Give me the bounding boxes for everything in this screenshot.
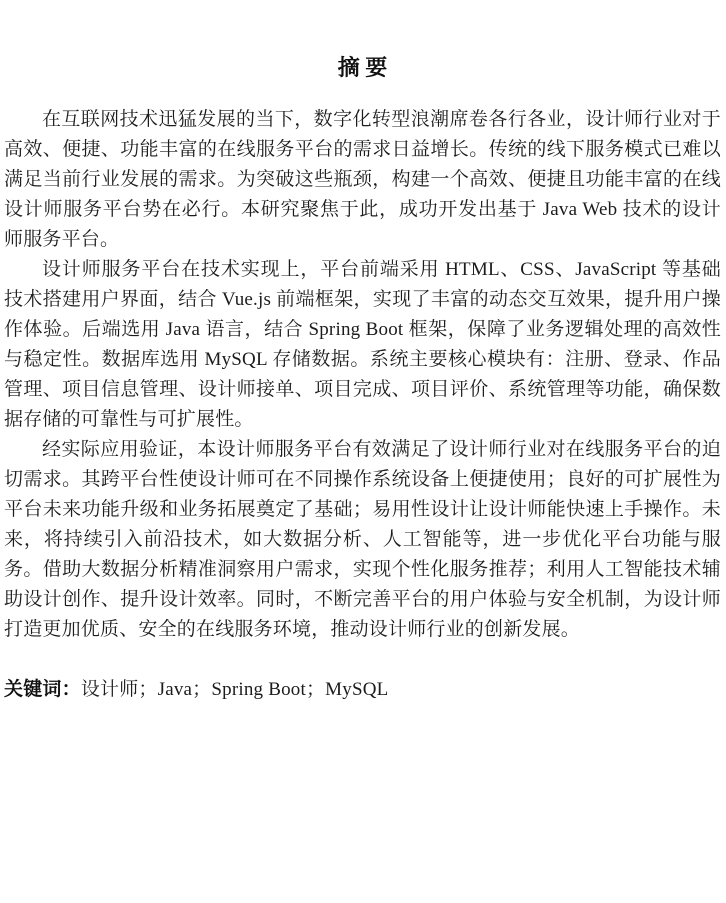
keywords-value: 设计师；Java；Spring Boot；MySQL	[80, 679, 389, 700]
keywords-label: 关键词：	[4, 679, 81, 700]
abstract-paragraph-3: 经实际应用验证，本设计师服务平台有效满足了设计师行业对在线服务平台的迫切需求。其跨平台性使设计师可在不同操作系统设备上便捷使用；良好的可扩展性为平台未来功能升级和业务拓展奠定了基础；易用性设计让设计师能快速上手操作。未来，将持续引入前沿技术，如大数据分析、人工智能等，进一步优化平台功能与服务。借助大数据分析精准洞察用户需求，实现个性化服务推荐；利用人工智能技术辅助设计创作、提升设计效率。同时，不断完善平台的用户体验与安全机制，为设计师打造更加优质、安全的在线服务环境，推动设计师行业的创新发展。	[4, 439, 721, 640]
page-title: 摘 要	[337, 55, 388, 80]
abstract-paragraph-1: 在互联网技术迅猛发展的当下，数字化转型浪潮席卷各行各业，设计师行业对于高效、便捷、功能丰富的在线服务平台的需求日益增长。传统的线下服务模式已难以满足当前行业发展的需求。为突破这些瓶颈，构建一个高效、便捷且功能丰富的在线设计师服务平台势在必行。本研究聚焦于此，成功开发出基于 Java Web 技术的设计师服务平台。	[4, 109, 721, 250]
abstract-paragraph-2: 设计师服务平台在技术实现上，平台前端采用 HTML、CSS、JavaScript 等基础技术搭建用户界面，结合 Vue.js 前端框架，实现了丰富的动态交互效果，提升用户操作体验。后端选用 Java 语言，结合 Spring Boot 框架，保障了业务逻辑处理的高效性与稳定性。数据库选用 MySQL 存储数据。系统主要核心模块有：注册、登录、作品管理、项目信息管理、设计师接单、项目完成、项目评价、系统管理等功能，确保数据存储的可靠性与可扩展性。	[4, 259, 721, 430]
keywords-line	[4, 675, 721, 705]
